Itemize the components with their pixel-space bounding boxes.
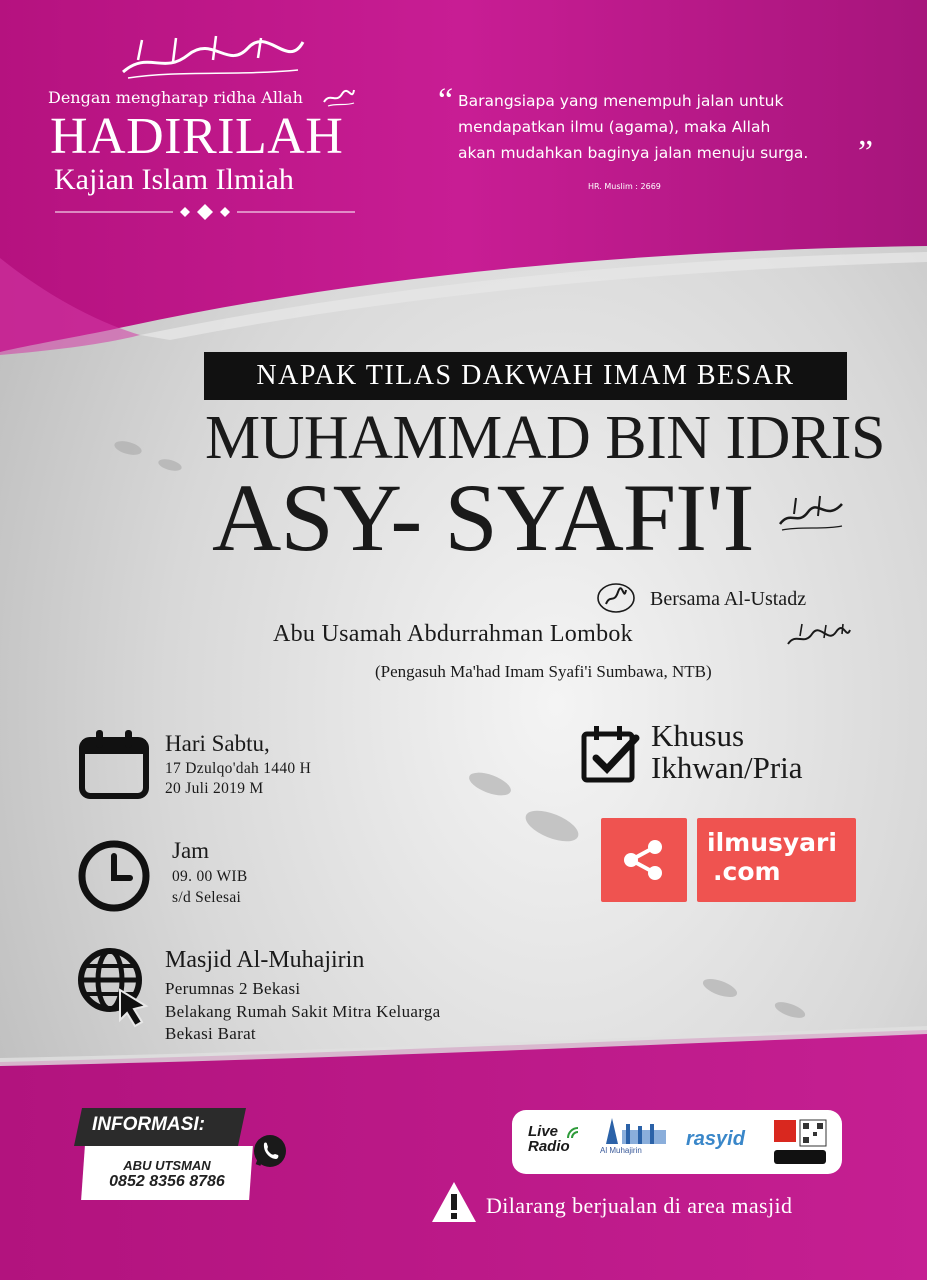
hafizhahullah-calligraphy xyxy=(786,622,852,652)
whatsapp-icon[interactable] xyxy=(252,1133,288,1169)
quote-line: akan mudahkan baginya jalan menuju surga. xyxy=(458,144,809,162)
warning-icon xyxy=(430,1180,478,1224)
hadith-quote xyxy=(458,88,898,166)
brand-domain: .com xyxy=(713,857,781,886)
brand-name: ilmusyari xyxy=(707,828,837,857)
quote-source: HR. Muslim : 2669 xyxy=(588,182,661,191)
headline: HADIRILAH xyxy=(50,108,344,165)
imam-name-line2: ASY- SYAFI'I xyxy=(212,464,754,571)
time-value: 09. 00 WIB xyxy=(172,868,248,885)
watermark-brand[interactable] xyxy=(697,818,856,902)
venue-address-line2: Belakang Rumah Sakit Mitra Keluarga xyxy=(165,1002,441,1021)
event-day: Hari Sabtu, xyxy=(165,731,270,756)
info-label: INFORMASI: xyxy=(92,1114,205,1135)
mosque-logo-icon xyxy=(598,1116,668,1146)
calendar-check-icon xyxy=(580,724,640,784)
time-label: Jam xyxy=(172,838,210,863)
globe-cursor-icon xyxy=(76,946,152,1028)
clock-icon xyxy=(76,838,152,914)
audience-line2: Ikhwan/Pria xyxy=(651,750,803,785)
share-button[interactable] xyxy=(601,818,687,902)
sponsor-rasyid: rasyid xyxy=(686,1128,745,1150)
close-quote-mark: ” xyxy=(858,134,874,171)
bismillah-calligraphy xyxy=(118,30,308,82)
contact-phone[interactable]: 0852 8356 8786 xyxy=(109,1173,225,1190)
rahimahullah-calligraphy xyxy=(776,490,846,534)
event-hijri-date: 17 Dzulqo'dah 1440 H xyxy=(165,760,312,777)
open-quote-mark: “ xyxy=(438,82,454,119)
sponsor-al-muhajirin: Al Muhajirin xyxy=(600,1146,642,1155)
sponsor-live-radio xyxy=(528,1124,570,1154)
ornament-divider xyxy=(55,204,355,220)
signal-icon xyxy=(566,1126,586,1140)
speaker-name: Abu Usamah Abdurrahman Lombok xyxy=(273,621,633,647)
speaker-intro: Bersama Al-Ustadz xyxy=(650,588,807,610)
quote-line: mendapatkan ilmu (agama), maka Allah xyxy=(458,118,771,136)
event-gregorian-date: 20 Juli 2019 M xyxy=(165,780,264,797)
venue-address-line3: Bekasi Barat xyxy=(165,1024,256,1043)
allah-calligraphy xyxy=(596,582,636,614)
radio-text: Radio xyxy=(528,1138,570,1155)
live-text: Live xyxy=(528,1123,559,1140)
venue-address-line1: Perumnas 2 Bekasi xyxy=(165,979,301,998)
contact-name: ABU UTSMAN xyxy=(123,1158,211,1173)
speaker-affiliation: (Pengasuh Ma'had Imam Syafi'i Sumbawa, NTB) xyxy=(375,662,712,681)
time-end: s/d Selesai xyxy=(172,889,242,906)
app-qr-badge-icon xyxy=(772,1118,828,1166)
share-icon xyxy=(619,835,669,885)
title-banner: NAPAK TILAS DAKWAH IMAM BESAR xyxy=(204,352,847,400)
azza-wajalla-calligraphy xyxy=(322,86,356,108)
quote-line: Barangsiapa yang menempuh jalan untuk xyxy=(458,92,784,110)
calendar-icon xyxy=(78,728,150,800)
no-selling-notice: Dilarang berjualan di area masjid xyxy=(486,1193,793,1218)
intro-line: Dengan mengharap ridha Allah xyxy=(48,88,303,107)
subheadline: Kajian Islam Ilmiah xyxy=(54,163,294,196)
audience-line1: Khusus xyxy=(651,718,745,753)
venue-name: Masjid Al-Muhajirin xyxy=(165,947,365,973)
imam-name-line1: MUHAMMAD BIN IDRIS xyxy=(205,404,885,472)
